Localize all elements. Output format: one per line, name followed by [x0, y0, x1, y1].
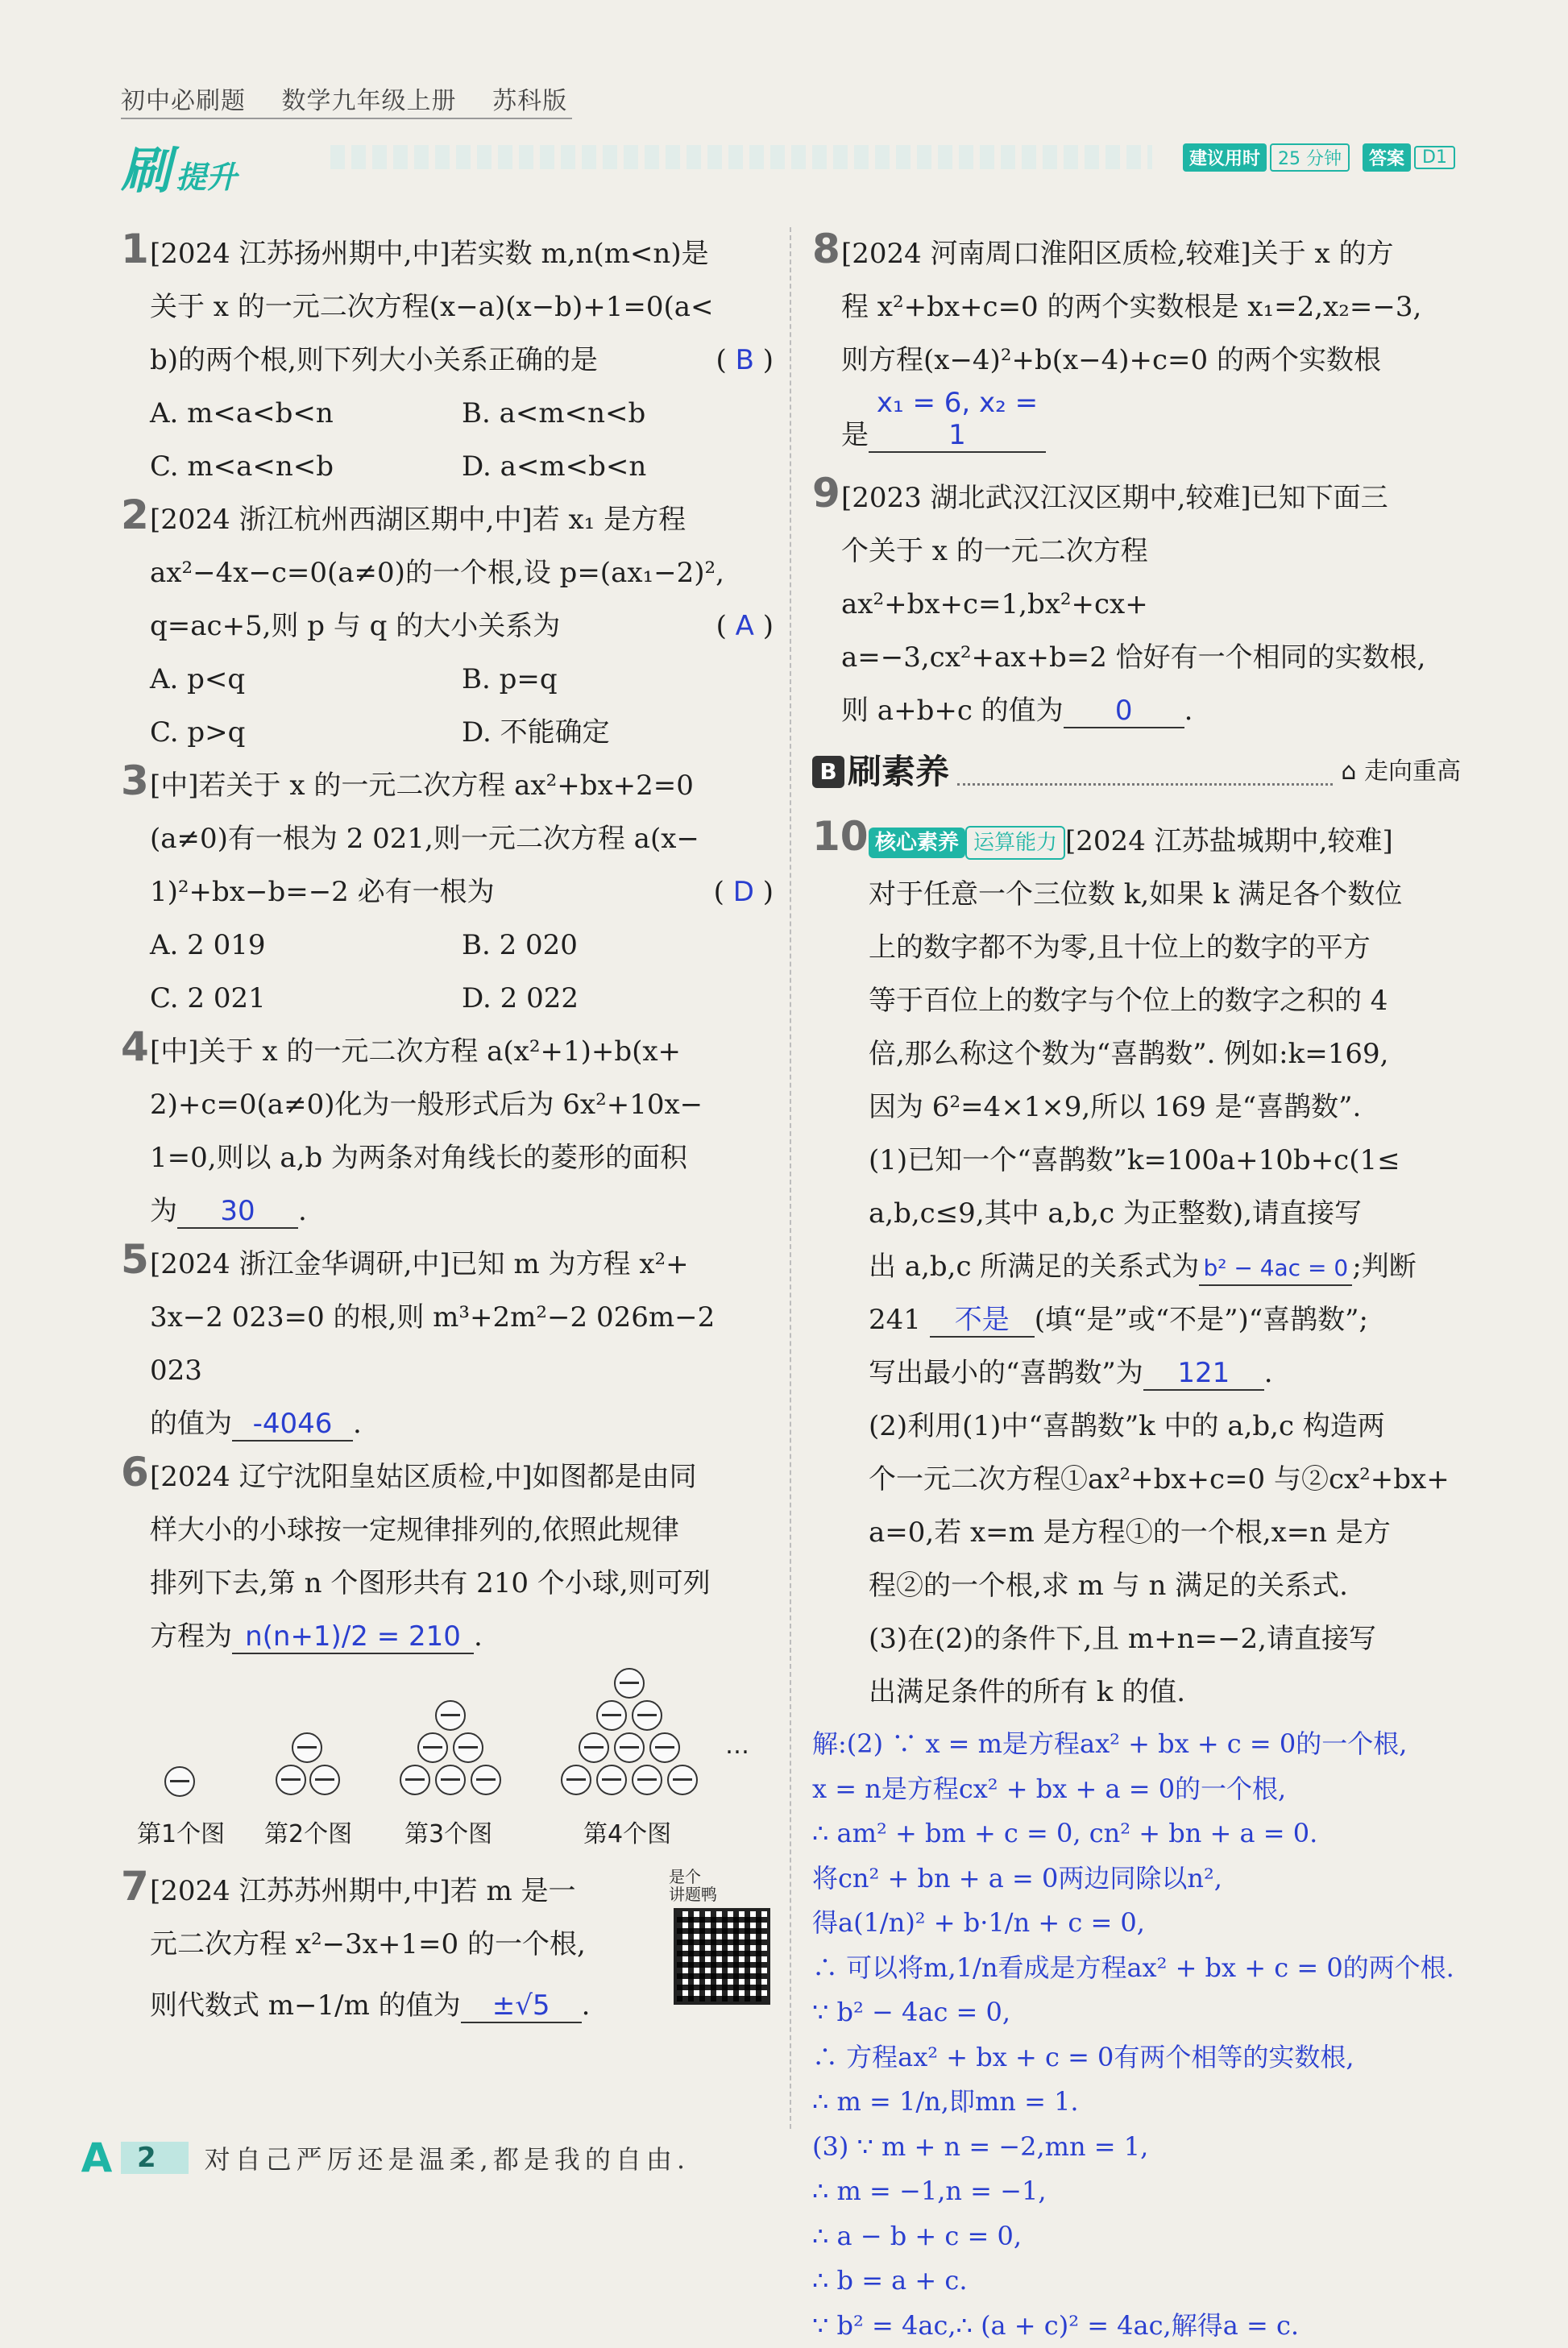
answer-blank: x₁ = 6, x₂ = 1 — [869, 387, 1046, 453]
solution-line: 解:(2) ∵ x = m是方程ax² + bx + c = 0的一个根, — [812, 1722, 1461, 1767]
section-icon: B — [812, 756, 844, 788]
ball — [417, 1732, 448, 1763]
section-dots — [957, 759, 1333, 786]
question-text: 为 30 . — [150, 1184, 774, 1238]
question-text: a=−3,cx²+ax+b=2 恰好有一个相同的实数根, — [841, 631, 1461, 684]
question-1 — [121, 227, 774, 387]
book-title — [121, 81, 595, 116]
option: A. 2 019 — [150, 919, 462, 972]
solution-line: ∵ b² − 4ac = 0, — [812, 1990, 1461, 2035]
options-1 — [121, 387, 774, 493]
question-text: [2024 浙江杭州西湖区期中,中]若 x₁ 是方程 — [150, 493, 774, 546]
solution-line: ∴ 可以将m,1/n看成是方程ax² + bx + c = 0的两个根. — [812, 1946, 1461, 1991]
question-4 — [121, 1025, 774, 1238]
solution-line: 得a(1/n)² + b·1/n + c = 0, — [812, 1901, 1461, 1946]
question-text: 上的数字都不为零,且十位上的数字的平方 — [869, 921, 1461, 974]
solution-line: x = n是方程cx² + bx + a = 0的一个根, — [812, 1767, 1461, 1812]
option: A. m<a<b<n — [150, 387, 462, 440]
ball — [435, 1765, 466, 1795]
question-text: (1)已知一个“喜鹊数”k=100a+10b+c(1≤ — [869, 1134, 1461, 1187]
question-text: [2024 江苏苏州期中,中]若 m 是一 — [150, 1865, 774, 1918]
answer-blank: 30 — [177, 1195, 298, 1229]
question-number: 2 — [121, 488, 149, 541]
option: D. 2 022 — [462, 972, 774, 1025]
ball — [632, 1765, 662, 1795]
question-text: 的值为 -4046 . — [150, 1397, 774, 1450]
question-header — [869, 815, 1461, 868]
answer-paren: ( B ) — [716, 334, 774, 387]
question-text: [中]若关于 x 的一元二次方程 ax²+bx+2=0 — [150, 759, 774, 812]
ball — [453, 1732, 483, 1763]
section-brand — [121, 131, 237, 187]
ball — [596, 1765, 627, 1795]
question-text: b)的两个根,则下列大小关系正确的是 ( B ) — [150, 334, 774, 387]
question-text: 是x₁ = 6, x₂ = 1 — [841, 387, 1461, 462]
question-8 — [812, 227, 1461, 462]
compass-icon: A — [73, 2134, 121, 2182]
question-text: a=0,若 x=m 是方程①的一个根,x=n 是方 — [869, 1506, 1461, 1559]
question-3 — [121, 759, 774, 919]
ball — [471, 1765, 501, 1795]
ball — [614, 1668, 645, 1699]
answer-blank: 121 — [1143, 1357, 1264, 1391]
ball — [309, 1765, 340, 1795]
brand-small: 提升 — [176, 160, 237, 195]
brand-stripe — [330, 145, 1152, 169]
question-text: 排列下去,第 n 个图形共有 210 个小球,则可列 — [150, 1557, 774, 1610]
question-text: [2024 江苏扬州期中,中]若实数 m,n(m<n)是 — [150, 227, 774, 280]
question-number: 6 — [121, 1446, 149, 1499]
question-text: 关于 x 的一元二次方程(x−a)(x−b)+1=0(a< — [150, 280, 774, 334]
question-text: 程②的一个根,求 m 与 n 满足的关系式. — [869, 1559, 1461, 1612]
question-text: q=ac+5,则 p 与 q 的大小关系为 ( A ) — [150, 599, 774, 653]
question-number: 8 — [812, 222, 840, 276]
question-text: 2)+c=0(a≠0)化为一般形式后为 6x²+10x− — [150, 1078, 774, 1131]
page-number: 2 — [121, 2142, 189, 2174]
subject-name: 数学九年级上册 — [282, 87, 457, 115]
answer: D — [733, 876, 754, 908]
answer-page: D1 — [1414, 146, 1455, 169]
question-text: 对于任意一个三位数 k,如果 k 满足各个数位 — [869, 868, 1461, 921]
question-text: [2024 辽宁沈阳皇姑区质检,中]如图都是由同 — [150, 1450, 774, 1504]
left-column — [121, 227, 774, 2032]
ball-figures — [121, 1671, 774, 1873]
option: A. p<q — [150, 653, 462, 706]
series-name: 初中必刷题 — [121, 87, 246, 115]
solution-line: 将cn² + bn + a = 0两边同除以n², — [812, 1856, 1461, 1902]
question-text: 等于百位上的数字与个位上的数字之积的 4 — [869, 974, 1461, 1027]
option: D. 不能确定 — [462, 706, 774, 759]
question-text: 则代数式 m−1/m 的值为 ±√5 . — [150, 1979, 774, 2032]
question-text: 3x−2 023=0 的根,则 m³+2m²−2 026m−2 023 — [150, 1291, 774, 1397]
solution-line: ∴ m = 1/n,即mn = 1. — [812, 2080, 1461, 2125]
solution-line: ∴ b = a + c. — [812, 2259, 1461, 2304]
question-text: 倍,那么称这个数为“喜鹊数”. 例如:k=169, — [869, 1027, 1461, 1081]
ball — [649, 1732, 680, 1763]
answer-label: 答案 — [1363, 143, 1411, 172]
question-text: [2024 浙江金华调研,中]已知 m 为方程 x²+ — [150, 1238, 774, 1291]
figure-label: 第1个图 — [137, 1808, 225, 1861]
question-7 — [121, 1865, 774, 2032]
question-text: 程 x²+bx+c=0 的两个实数根是 x₁=2,x₂=−3, — [841, 280, 1461, 334]
options-3 — [121, 919, 774, 1025]
answer-paren: ( D ) — [714, 865, 774, 919]
question-number: 3 — [121, 754, 149, 807]
skill-badge: 运算能力 — [965, 826, 1065, 860]
section-title: 刷素养 — [848, 745, 949, 799]
time-indicator — [1183, 143, 1455, 172]
core-literacy-badge: 核心素养 — [869, 828, 965, 858]
ball — [667, 1765, 698, 1795]
right-column — [812, 227, 1461, 2348]
question-text: 方程为 n(n+1)/2 = 210 . — [150, 1610, 774, 1663]
ball — [561, 1765, 591, 1795]
section-header — [812, 745, 1461, 799]
option: C. 2 021 — [150, 972, 462, 1025]
question-text: 则 a+b+c 的值为 0 . — [841, 684, 1461, 737]
edition-name: 苏科版 — [492, 87, 567, 115]
brand-big: 刷 — [121, 141, 171, 200]
ball — [614, 1732, 645, 1763]
question-2 — [121, 493, 774, 653]
question-text: 个关于 x 的一元二次方程 ax²+bx+c=1,bx²+cx+ — [841, 525, 1461, 631]
option: C. p>q — [150, 706, 462, 759]
question-text: (a≠0)有一根为 2 021,则一元二次方程 a(x− — [150, 812, 774, 865]
option: B. p=q — [462, 653, 774, 706]
options-2 — [121, 653, 774, 759]
option: C. m<a<n<b — [150, 440, 462, 493]
solution-line: (3) ∵ m + n = −2,mn = 1, — [812, 2125, 1461, 2170]
solution-line: ∴ am² + bm + c = 0, cn² + bn + a = 0. — [812, 1811, 1461, 1856]
ball — [632, 1700, 662, 1731]
qr-caption: 是个 讲题鸭 — [669, 1868, 717, 1903]
option: D. a<m<b<n — [462, 440, 774, 493]
figure-label: 第3个图 — [404, 1808, 492, 1861]
figure-label: 第4个图 — [583, 1808, 671, 1861]
question-text: 样大小的小球按一定规律排列的,依照此规律 — [150, 1504, 774, 1557]
figure-ellipsis: … — [725, 1720, 749, 1773]
question-text: 出 a,b,c 所满足的关系式为 b² − 4ac = 0 ;判断 — [869, 1240, 1461, 1293]
question-text: (2)利用(1)中“喜鹊数”k 中的 a,b,c 构造两 — [869, 1400, 1461, 1453]
answer-blank: n(n+1)/2 = 210 — [232, 1620, 474, 1654]
question-text: 1)²+bx−b=−2 必有一根为 ( D ) — [150, 865, 774, 919]
question-text: 因为 6²=4×1×9,所以 169 是“喜鹊数”. — [869, 1081, 1461, 1134]
time-label: 建议用时 — [1183, 143, 1267, 172]
question-number: 7 — [121, 1860, 149, 1913]
question-number: 1 — [121, 222, 149, 276]
question-text: (3)在(2)的条件下,且 m+n=−2,请直接写 — [869, 1612, 1461, 1666]
solution-line: ∴ a − b + c = 0, — [812, 2214, 1461, 2259]
question-text: 出满足条件的所有 k 的值. — [869, 1666, 1461, 1719]
ball — [276, 1765, 306, 1795]
solution-line: ∵ b² = 4ac,∴ (a + c)² = 4ac,解得a = c. — [812, 2304, 1461, 2348]
question-text: 则方程(x−4)²+b(x−4)+c=0 的两个实数根 — [841, 334, 1461, 387]
figure-label: 第2个图 — [264, 1808, 352, 1861]
question-text: 元二次方程 x²−3x+1=0 的一个根, — [150, 1918, 774, 1971]
ball — [164, 1766, 195, 1797]
option: B. 2 020 — [462, 919, 774, 972]
solution-line: ∴ m = −1,n = −1, — [812, 2169, 1461, 2214]
question-text: 个一元二次方程①ax²+bx+c=0 与②cx²+bx+ — [869, 1453, 1461, 1506]
time-value: 25 分钟 — [1270, 143, 1350, 172]
answer-blank: b² − 4ac = 0 — [1199, 1252, 1352, 1286]
ball — [400, 1765, 430, 1795]
ball — [579, 1732, 609, 1763]
question-text: [2023 湖北武汉江汉区期中,较难]已知下面三 — [841, 471, 1461, 525]
ball — [292, 1732, 322, 1763]
question-text: [2024 河南周口淮阳区质检,较难]关于 x 的方 — [841, 227, 1461, 280]
question-text: ax²−4x−c=0(a≠0)的一个根,设 p=(ax₁−2)², — [150, 546, 774, 599]
handwritten-solution — [749, 1722, 1461, 2348]
answer-blank: -4046 — [232, 1408, 353, 1442]
answer: B — [736, 344, 754, 376]
question-number: 9 — [812, 467, 840, 520]
ball — [435, 1700, 466, 1731]
question-10 — [812, 815, 1461, 1719]
question-text: 写出最小的“喜鹊数”为 121 . — [869, 1346, 1461, 1400]
question-5 — [121, 1238, 774, 1450]
solution-line: ∴ 方程ax² + bx + c = 0有两个相等的实数根, — [812, 2035, 1461, 2080]
answer-paren: ( A ) — [716, 599, 774, 653]
question-number: 10 — [812, 810, 869, 863]
question-text: 241 不是 (填“是”或“不是”)“喜鹊数”; — [869, 1293, 1461, 1346]
footer-motto: 对自己严厉还是温柔,都是我的自由. — [205, 2139, 690, 2176]
ball — [596, 1700, 627, 1731]
question-text: [中]关于 x 的一元二次方程 a(x²+1)+b(x+ — [150, 1025, 774, 1078]
question-number: 4 — [121, 1020, 149, 1073]
question-source: [2024 江苏盐城期中,较难] — [1065, 825, 1393, 857]
question-text: 1=0,则以 a,b 为两条对角线长的菱形的面积 — [150, 1131, 774, 1184]
option: B. a<m<n<b — [462, 387, 774, 440]
question-6 — [121, 1450, 774, 1663]
answer-blank: 不是 — [930, 1304, 1035, 1338]
answer-blank: ±√5 — [461, 1989, 582, 2023]
answer-blank: 0 — [1064, 695, 1184, 728]
answer: A — [736, 610, 754, 642]
header-divider — [121, 118, 572, 119]
section-right-label: ⌂ 走向重高 — [1341, 745, 1461, 799]
question-number: 5 — [121, 1233, 149, 1286]
question-9 — [812, 471, 1461, 737]
page-footer — [73, 2134, 690, 2182]
question-text: a,b,c≤9,其中 a,b,c 为正整数),请直接写 — [869, 1187, 1461, 1240]
